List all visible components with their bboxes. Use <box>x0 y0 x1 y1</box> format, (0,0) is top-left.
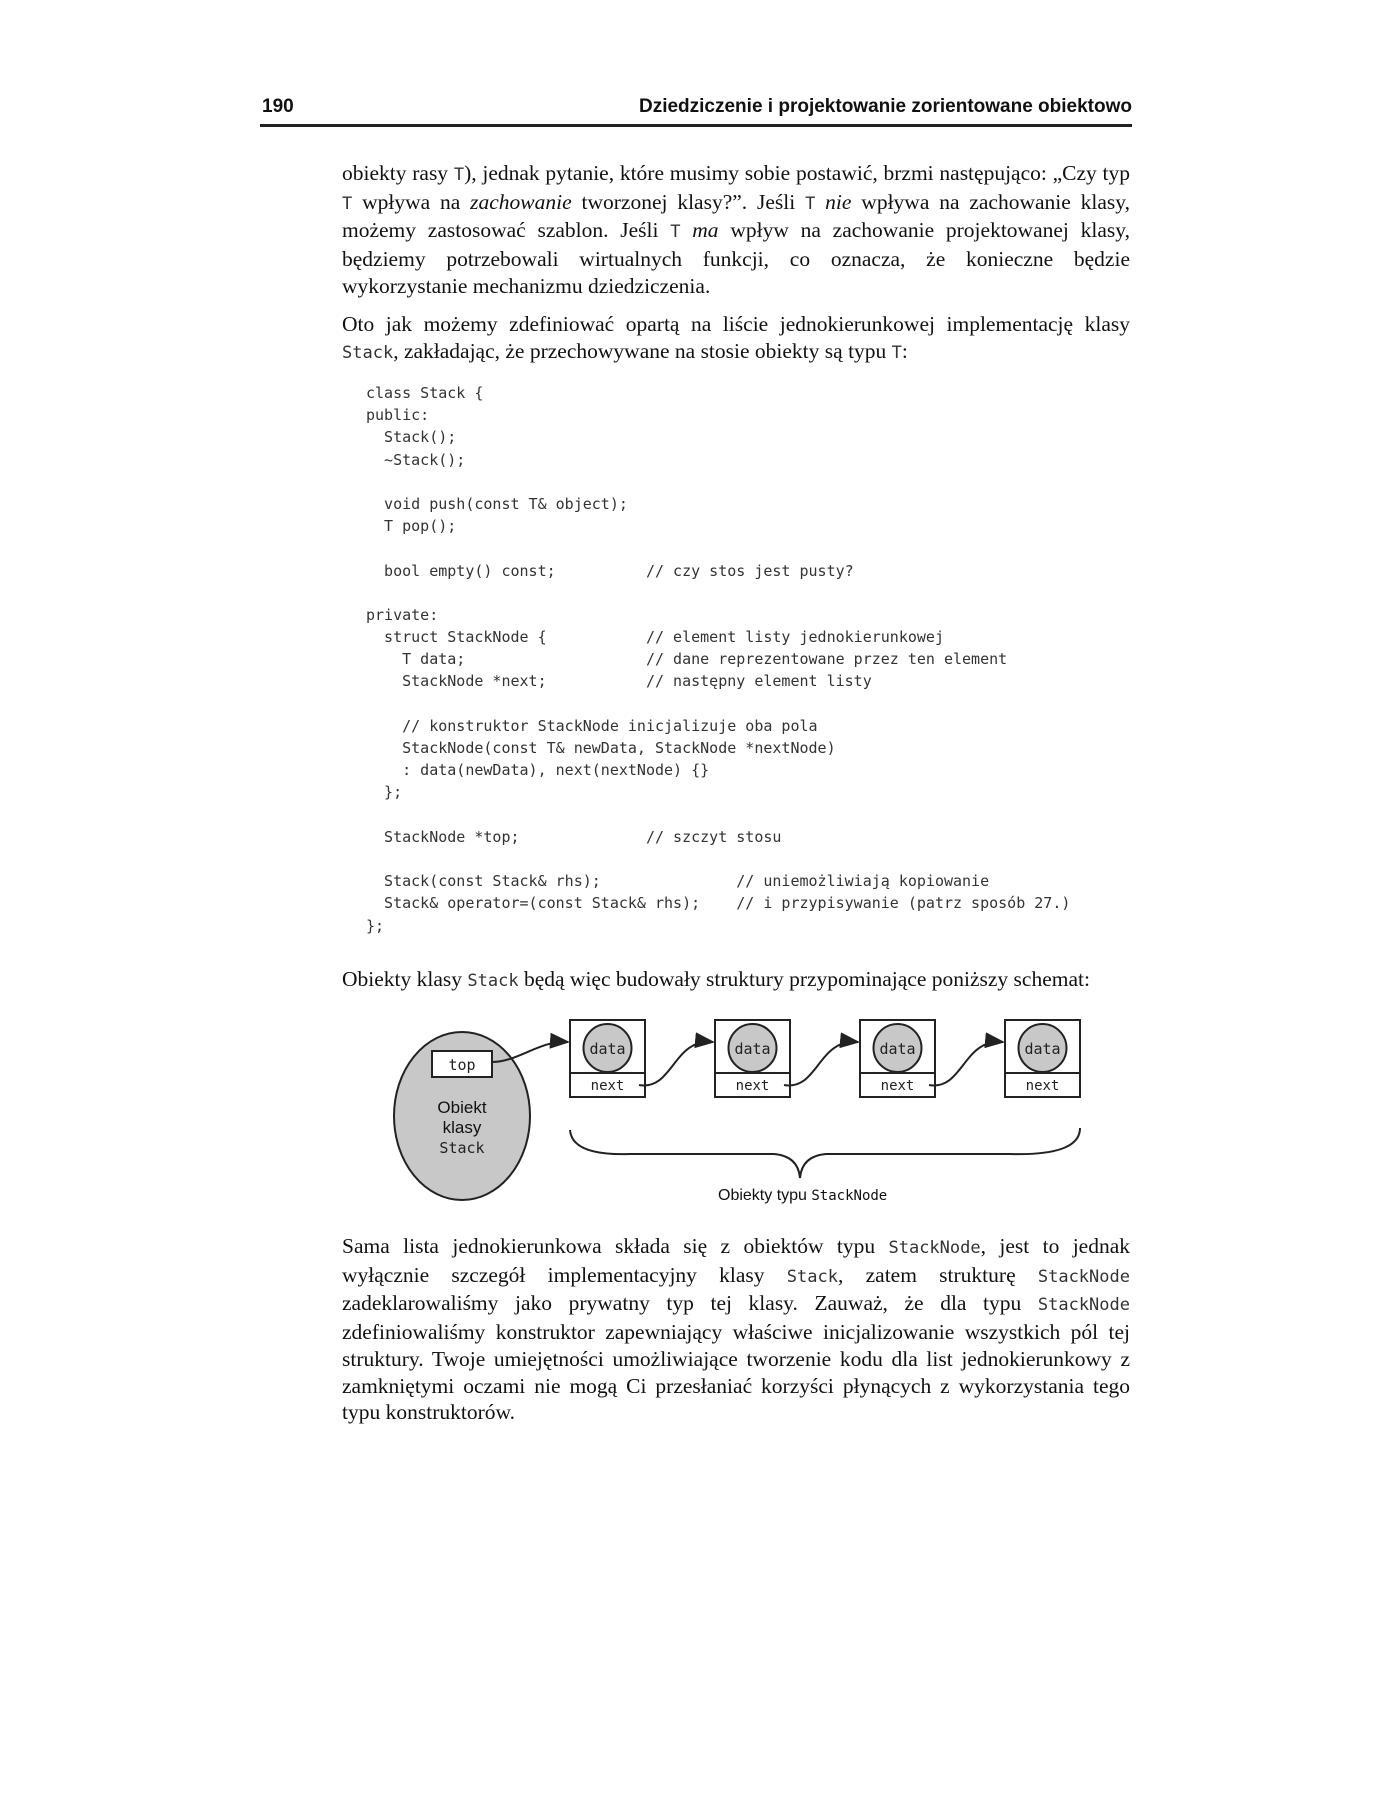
code-line: T pop(); <box>366 517 457 536</box>
page-number: 190 <box>262 96 294 117</box>
data-label: data <box>879 1040 916 1058</box>
top-label: top <box>448 1056 476 1074</box>
text: obiekty rasy <box>342 161 454 185</box>
inline-code: T <box>453 165 465 185</box>
code-line: struct StackNode { // element listy jednokierunkowej <box>366 628 944 647</box>
inline-code: Stack <box>786 1266 838 1287</box>
text: , zakładając, że przechowywane na stosie obiekty są typu <box>393 338 892 363</box>
stack-diagram <box>390 1010 1110 1210</box>
data-label: data <box>589 1040 626 1058</box>
inline-code: Stack <box>467 971 519 991</box>
code-line: T data; // dane reprezentowane przez ten element <box>366 650 1008 669</box>
code-line <box>366 693 1070 715</box>
object-label-3: Stack <box>439 1139 485 1157</box>
text: wpływ na zachowanie projektowanej klasy, będziemy potrzebowali wirtualnych funkcji, co oznacza, że konieczne będzie wykorzystanie mechanizmu dziedziczenia. <box>342 218 1130 298</box>
object-label-2: klasy <box>442 1118 482 1137</box>
text: , zatem strukturę <box>837 1262 1038 1287</box>
text: Sama lista jednokierunkowa składa się z obiektów typu <box>342 1234 889 1258</box>
code-line <box>366 582 1070 604</box>
emphasis: zachowanie <box>470 189 572 214</box>
text: , jest to jednak wyłącznie szczegół implementacyjny klasy <box>342 1234 1131 1287</box>
code-line <box>366 848 1070 870</box>
data-label: data <box>734 1040 771 1058</box>
data-label: data <box>1024 1040 1061 1058</box>
inline-code: Stack <box>342 342 394 363</box>
text: wpływa na <box>352 189 471 214</box>
text: będą więc budowały struktury przypominające poniższy schemat: <box>518 967 1090 991</box>
paragraph-4 <box>342 1233 1130 1426</box>
next-label: next <box>735 1078 770 1094</box>
object-label-1: Obiekt <box>437 1098 487 1117</box>
paragraph-2 <box>342 311 1130 366</box>
brace <box>570 1128 1080 1178</box>
code-listing <box>366 382 1070 937</box>
code-line: // konstruktor StackNode inicjalizuje oba pola <box>366 716 818 735</box>
chapter-title: Dziedziczenie i projektowanie zorientowane obiektowo <box>638 96 1132 117</box>
code-line: StackNode *next; // następny element listy <box>366 672 872 691</box>
next-pointer-arrow <box>929 1042 1003 1086</box>
code-line: ~Stack(); <box>366 450 466 469</box>
text: tworzonej klasy?”. Jeśli <box>571 189 806 214</box>
inline-code: StackNode <box>888 1238 981 1258</box>
paragraph-1 <box>342 160 1130 300</box>
code-line: Stack& operator=(const Stack& rhs); // i przypisywanie (patrz sposób 27.) <box>366 894 1071 913</box>
inline-code: T <box>342 193 353 214</box>
text: wpływa na zachowanie klasy, możemy zastosować szablon. Jeśli <box>342 189 1130 243</box>
inline-code: T <box>670 222 681 243</box>
code-line: private: <box>366 605 439 624</box>
next-label: next <box>880 1078 915 1094</box>
inline-code: T <box>891 342 902 363</box>
code-line <box>366 471 1070 493</box>
text <box>815 190 825 214</box>
running-header <box>260 94 1132 127</box>
paragraph-3 <box>342 966 1130 995</box>
emphasis: nie <box>825 189 852 214</box>
code-line: class Stack { <box>366 384 484 402</box>
text: Obiekty klasy <box>342 967 468 991</box>
inline-code: StackNode <box>1037 1295 1130 1316</box>
text: zadeklarowaliśmy jako prywatny typ tej klasy. Zauważ, że dla typu <box>342 1291 1038 1316</box>
inline-code: StackNode <box>1037 1266 1130 1287</box>
code-line: StackNode(const T& newData, StackNode *nextNode) <box>366 739 836 757</box>
next-pointer-arrow <box>784 1042 858 1086</box>
code-line <box>366 804 1070 826</box>
text: zdefiniowaliśmy konstruktor zapewniający właściwe inicjalizowanie wszystkich pól tej struktury. Twoje umiejętności umożliwiające tworzenie kodu dla list jednokierunkowy z zamkniętymi oczami nie mogą Ci przesłaniać korzyści płynących z wykorzystania tego typu konstruktorów. <box>342 1320 1130 1425</box>
code-line: Stack(); <box>366 428 457 447</box>
code-line: StackNode *top; // szczyt stosu <box>366 827 782 846</box>
next-pointer-arrow <box>639 1042 713 1086</box>
text: Oto jak możemy zdefiniować opartą na liście jednokierunkowej implementację klasy <box>342 312 1130 336</box>
emphasis: ma <box>692 218 719 243</box>
code-line: Stack(const Stack& rhs); // uniemożliwiają kopiowanie <box>366 872 990 891</box>
inline-code: T <box>805 193 816 214</box>
next-label: next <box>1025 1078 1060 1094</box>
code-line: bool empty() const; // czy stos jest pusty? <box>366 561 854 580</box>
code-line: }; <box>366 783 403 802</box>
diagram-caption: Obiekty typu StackNode <box>718 1187 888 1204</box>
text: ), jednak pytanie, które musimy sobie postawić, brzmi następująco: „Czy typ <box>464 161 1131 185</box>
next-label: next <box>590 1078 625 1094</box>
code-line: }; <box>366 916 385 935</box>
text: : <box>901 338 908 363</box>
text <box>681 218 693 242</box>
code-line: void push(const T& object); <box>366 494 628 513</box>
code-line: : data(newData), next(nextNode) {} <box>366 761 710 780</box>
code-line: public: <box>366 406 430 425</box>
code-line <box>366 537 1070 559</box>
stacknode-list <box>492 1020 1080 1097</box>
